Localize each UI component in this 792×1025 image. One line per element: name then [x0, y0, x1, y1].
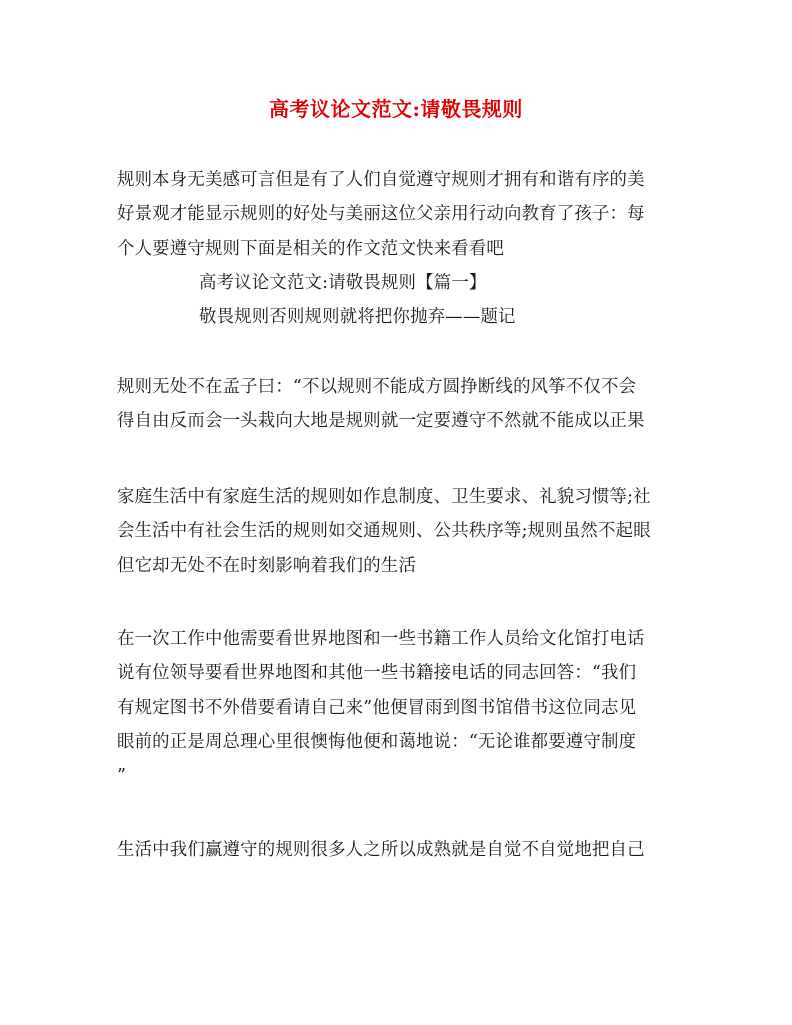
paragraph-line: 说有位领导要看世界地图和其他一些书籍接电话的同志回答：“我们 — [117, 663, 637, 684]
paragraph-line: 在一次工作中他需要看世界地图和一些书籍工作人员给文化馆打电话 — [117, 629, 645, 649]
paragraph-life — [117, 833, 677, 867]
section-heading: 高考议论文范文:请敬畏规则【篇一】 — [199, 272, 487, 293]
paragraph-line: 家庭生活中有家庭生活的规则如作息制度、卫生要求、礼貌习惯等;社 — [117, 487, 651, 507]
paragraph-line: 有规定图书不外借要看请自己来”他便冒雨到图书馆借书这位同志见 — [117, 697, 637, 718]
paragraph-intro — [117, 163, 677, 334]
paragraph-line: 眼前的正是周总理心里很懊悔他便和蔼地说：“无论谁都要遵守制度 — [117, 731, 637, 752]
paragraph-line: 个人要遵守规则下面是相关的作文范文快来看看吧 — [117, 238, 504, 259]
paragraph-mencius — [117, 370, 677, 439]
paragraph-line: 规则无处不在孟子曰：“不以规则不能成方圆挣断线的风筝不仅不会 — [117, 377, 637, 397]
paragraph-line: 规则本身无美感可言但是有了人们自觉遵守规则才拥有和谐有序的美 — [117, 170, 645, 190]
paragraph-line: 生活中我们赢遵守的规则很多人之所以成熟就是自觉不自觉地把自己 — [117, 840, 645, 860]
paragraph-line: 得自由反而会一头栽向大地是规则就一定要遵守不然就不能成以正果 — [117, 411, 645, 432]
paragraph-line: ” — [117, 766, 127, 787]
paragraph-line: 好景观才能显示规则的好处与美丽这位父亲用行动向教育了孩子：每 — [117, 204, 645, 225]
paragraph-library-story — [117, 622, 677, 793]
paragraph-line: 会生活中有社会生活的规则如交通规则、公共秩序等;规则虽然不起眼 — [117, 521, 651, 542]
paragraph-family-society — [117, 480, 677, 583]
paragraph-line: 但它却无处不在时刻影响着我们的生活 — [117, 555, 417, 576]
document-title: 高考议论文范文:请敬畏规则 — [269, 97, 523, 121]
epigraph: 敬畏规则否则规则就将把你抛弃——题记 — [199, 307, 516, 328]
